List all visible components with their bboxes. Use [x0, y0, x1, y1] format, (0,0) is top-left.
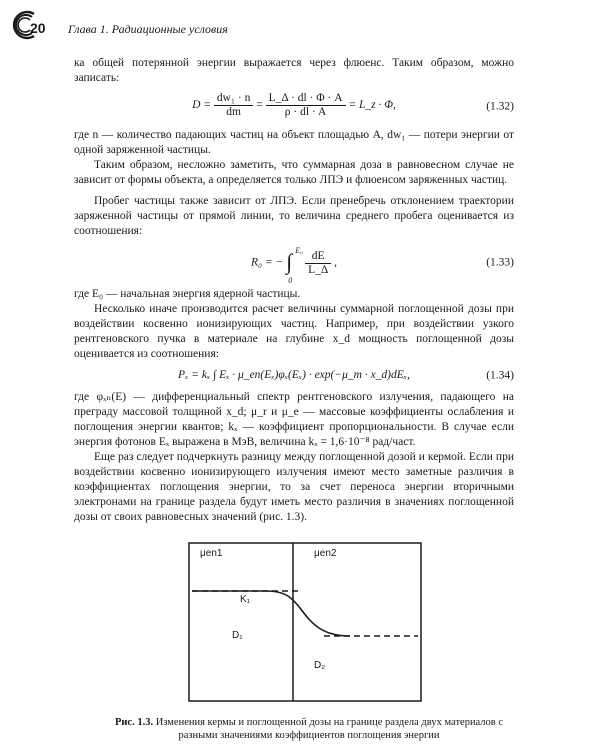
paragraph-2: где n — количество падающих частиц на объект площадью A, dw₁ — потери энергии от одной заряженной частицы.: [74, 129, 514, 156]
equation-1-33: R₀ = − ∫ E₀ 0 $\frac{dE}{L\_\Delta}$ , (1.33): [251, 246, 514, 285]
eq1-fraction-2: $\frac{L\_\Delta \cdot dl \cdot \Phi \cdot A}{\rho \cdot dl \cdot A}$: [266, 92, 346, 119]
equation-1-32: [74, 90, 514, 124]
eq1-equals: =: [256, 99, 263, 112]
eq2-fraction: $\frac{dE}{L\_\Delta}$: [305, 250, 331, 277]
page-header: [8, 10, 588, 40]
page-body: [74, 56, 514, 525]
paragraph-6: Несколько иначе производится расчет величины суммарной поглощенной дозы при воздействии косвенно ионизирующих частиц. Например, при воздействии узкого рентгеновского пучка в материале на глубине x_d мощность поглощенной дозы оценивается из соотношения:: [74, 303, 514, 360]
paragraph-4: Пробег частицы также зависит от ЛПЭ. Если пренебречь отклонением траектории заряженной частицы от прямой линии, то величина среднего пробега оценивается из соотношения:: [74, 195, 514, 237]
label-d1: D₁: [232, 630, 243, 641]
caption-text: Изменения кермы и поглощенной дозы на границе раздела двух материалов с разными значениями коэффициентов поглощения энергии: [155, 717, 504, 741]
paragraph-7: где φₓₙ(E) — дифференциальный спектр рентгеновского излучения, падающего на преграду массовой толщиной x_d; μ_r и μ_e — массовые коэффициенты ослабления и поглощения энергии квантов; kₓ — коэффициент пропорциональности. В случае если энергия фотонов Eₓ выражена в МэВ, величина kₓ = 1,6·10⁻⁸ рад/част.: [74, 391, 514, 448]
eq1-fraction-1: $\frac{\text{dw₁ · n}}{dm}$: [214, 92, 253, 119]
equation-1-34: [74, 366, 514, 386]
equation-number-1-32: (1.32): [486, 100, 514, 113]
equation-number-1-34: (1.34): [486, 369, 514, 382]
equation-number-1-33: (1.33): [486, 256, 514, 269]
eq3-formula: Pₓ = kₓ ∫ Eₓ · μ_en(Eₓ)φₓ(Eₓ) · exp(−μ_m · x_d)dEₓ,: [178, 369, 410, 381]
page-number: 20: [30, 20, 46, 36]
label-d2: D₂: [314, 660, 326, 671]
chapter-title: Глава 1. Радиационные условия: [68, 22, 228, 36]
eq2-lhs: R₀ = −: [251, 256, 284, 269]
caption-label: Рис. 1.3.: [114, 717, 154, 728]
paragraph-8: Еще раз следует подчеркнуть разницу между поглощенной дозой и кермой. Если при воздействии косвенно ионизирующего излучения имеют место заметные различия в коэффициентах поглощения энергии, то за счет переноса энергии вторичными электронами на границе раздела будут иметь место различия в значениях поглощенной дозы от своих равновесных значений (рис. 1.3).: [74, 451, 514, 523]
eq1-lhs: D =: [192, 99, 212, 112]
figure-1-3: [188, 542, 422, 702]
figure-caption: [104, 716, 514, 742]
paragraph-1: ка общей потерянной энергии выражается через флюенс. Таким образом, можно записать:: [74, 57, 514, 84]
label-mu-en2: μen2: [314, 548, 337, 559]
figure-diagram: [188, 542, 422, 702]
paragraph-3: Таким образом, несложно заметить, что суммарная доза в равновесном случае не зависит от формы объекта, а определяется только ЛПЭ и флюенсом заряженных частиц.: [74, 159, 514, 186]
dose-curve: [192, 591, 350, 636]
paragraph-5: где E₀ — начальная энергия ядерной частицы.: [74, 288, 301, 300]
figure-frame: [189, 543, 421, 701]
label-mu-en1: μen1: [200, 548, 223, 559]
eq1-rhs: = L_z · Φ,: [348, 99, 396, 112]
eq2-integral: ∫ E₀ 0: [286, 246, 303, 285]
label-k1: K₁: [240, 594, 251, 605]
